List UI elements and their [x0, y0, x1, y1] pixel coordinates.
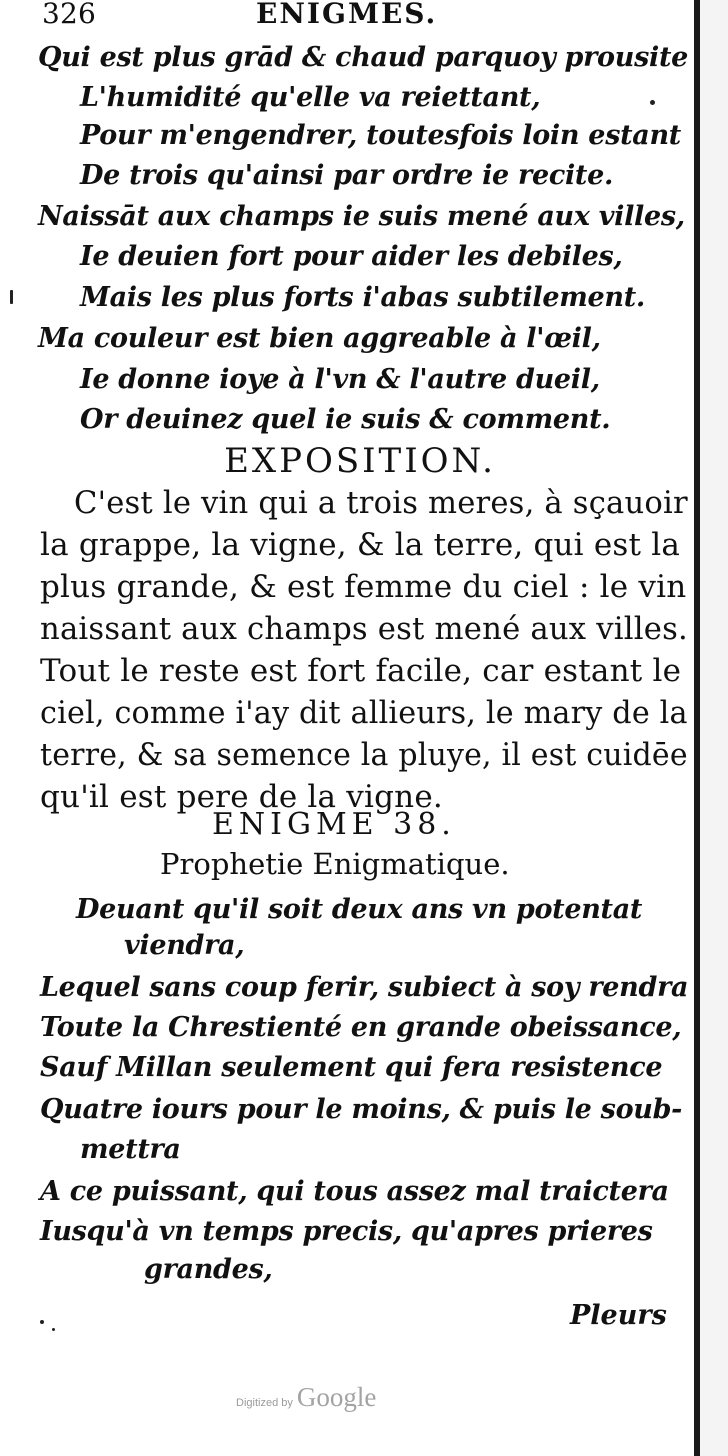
- enigma-heading: ENIGME 38.: [212, 807, 456, 842]
- verse-line: Or deuinez quel ie suis & comment.: [80, 404, 611, 435]
- scan-speck: [52, 1328, 55, 1331]
- verse-line: Toute la Chrestienté en grande obeissance,: [40, 1012, 682, 1043]
- verse-line: viendra,: [124, 930, 245, 961]
- google-logo: Google: [296, 1382, 377, 1412]
- verse-line: Iusqu'à vn temps precis, qu'apres prieres: [40, 1216, 653, 1247]
- running-title: ENIGMES.: [256, 0, 438, 30]
- verse-line: Qui est plus grād & chaud parquoy prousite: [38, 42, 689, 73]
- exposition-line: qu'il est pere de la vigne.: [40, 779, 443, 815]
- verse-line: De trois qu'ainsi par ordre ie recite.: [80, 160, 614, 191]
- exposition-line: ciel, comme i'ay dit allieurs, le mary de la: [40, 695, 688, 731]
- enigma-subheading: Prophetie Enigmatique.: [160, 847, 510, 881]
- verse-line: Deuant qu'il soit deux ans vn potentat: [76, 894, 643, 925]
- exposition-line: naissant aux champs est mené aux villes.: [40, 611, 688, 647]
- exposition-line: plus grande, & est femme du ciel : le vin: [40, 569, 687, 605]
- verse-line: Pour m'engendrer, toutesfois loin estant: [80, 120, 681, 151]
- page-number: 326: [42, 0, 97, 30]
- exposition-line: la grappe, la vigne, & la terre, qui est la: [40, 527, 681, 563]
- scan-speck: [650, 100, 655, 105]
- digitized-watermark: [236, 1382, 376, 1413]
- verse-line: mettra: [80, 1134, 181, 1165]
- exposition-line: Tout le reste est fort facile, car estant le: [40, 653, 682, 689]
- scan-speck: [40, 1320, 44, 1324]
- verse-line: Ie deuien fort pour aider les debiles,: [80, 241, 623, 272]
- scan-speck: [10, 290, 13, 304]
- facing-page-margin: [700, 0, 728, 1456]
- exposition-line: C'est le vin qui a trois meres, à sçauoir: [74, 485, 688, 521]
- exposition-heading: EXPOSITION.: [224, 441, 496, 481]
- verse-line: grandes,: [144, 1254, 273, 1285]
- exposition-line: terre, & sa semence la pluye, il est cuidēe: [40, 737, 688, 773]
- verse-line: A ce puissant, qui tous assez mal traictera: [40, 1176, 669, 1207]
- verse-line: Ie donne ioye à l'vn & l'autre dueil,: [80, 364, 600, 395]
- verse-line: L'humidité qu'elle va reiettant,: [80, 82, 541, 113]
- verse-line: Mais les plus forts i'abas subtilement.: [80, 282, 645, 313]
- catchword: Pleurs: [570, 1300, 667, 1331]
- watermark-prefix: Digitized by: [236, 1397, 293, 1409]
- verse-line: Lequel sans coup ferir, subiect à soy rendra: [40, 972, 689, 1003]
- verse-line: Naissāt aux champs ie suis mené aux villes,: [38, 201, 685, 232]
- verse-line: Ma couleur est bien aggreable à l'œil,: [38, 323, 601, 354]
- verse-line: Sauf Millan seulement qui fera resistence: [40, 1052, 663, 1083]
- verse-line: Quatre iours pour le moins, & puis le soub-: [40, 1094, 683, 1125]
